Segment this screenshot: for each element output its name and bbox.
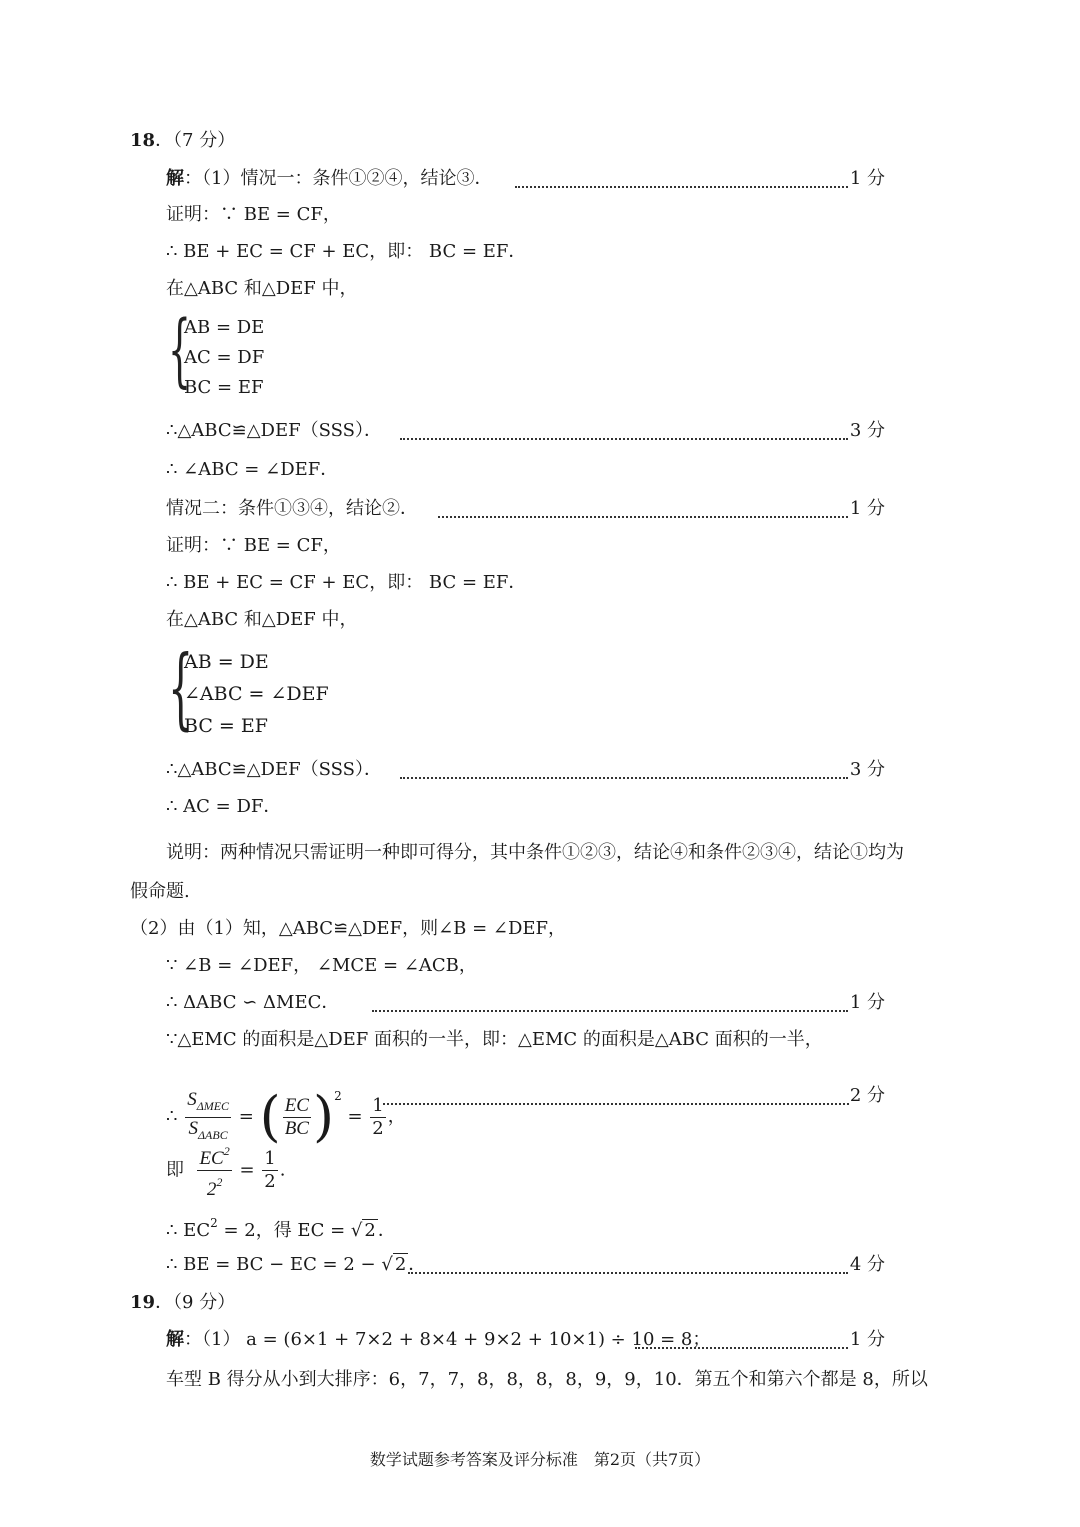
area-ratio-fraction: $\frac{S_{\Delta MEC}}{S_{\Delta ABC}}$ bbox=[187, 1088, 230, 1142]
system1-eq: AB = DE bbox=[184, 317, 265, 338]
part2-area-line: ∵△EMC 的面积是△DEF 面积的一半，即：△EMC 的面积是△ABC 面积的一半， bbox=[166, 1029, 823, 1050]
leader-dots bbox=[515, 186, 848, 188]
page-footer: 数学试题参考答案及评分标准 第2页（共7页） bbox=[369, 1450, 711, 1469]
system1-eq: BC = EF bbox=[184, 377, 264, 398]
q18-header bbox=[130, 130, 235, 152]
case2-congruence: ∴△ABC≌△DEF（SSS）． bbox=[166, 759, 382, 780]
q18-number: 18 bbox=[130, 130, 156, 151]
q18-solution-label: 解 bbox=[166, 168, 184, 189]
q18-points: ．（7 分） bbox=[155, 130, 236, 151]
score-case1: 1 分 bbox=[849, 168, 885, 189]
q19-number: 19 bbox=[130, 1292, 156, 1313]
score-be: 4 分 bbox=[849, 1254, 885, 1275]
system1-eq: AC = DF bbox=[184, 347, 265, 368]
case1-proof-line: 证明：∵ BE = CF， bbox=[166, 204, 341, 225]
note-line2: 假命题. bbox=[130, 881, 190, 902]
leader-dots bbox=[383, 1103, 849, 1105]
score-ratio: 2 分 bbox=[849, 1085, 885, 1106]
leader-dots bbox=[438, 516, 848, 518]
note-line1: 说明：两种情况只需证明一种即可得分，其中条件①②③，结论④和条件②③④，结论①均为 bbox=[166, 842, 904, 863]
system2-eq: AB = DE bbox=[184, 651, 269, 673]
part2-similar: ∴ ΔABC ∽ ΔMEC． bbox=[166, 992, 340, 1013]
q18-part1-intro: 解：（1）情况一：条件①②④，结论③． bbox=[166, 168, 493, 189]
case1-congruence: ∴△ABC≌△DEF（SSS）． bbox=[166, 420, 382, 441]
ratio-formula: ∴ $\frac{S_{\Delta MEC}}{S_{\Delta ABC}}$ = ( $\frac{EC}{BC}$ )$^2$ = $\frac{1}{2}$ ， bbox=[166, 1085, 406, 1148]
score-case2: 1 分 bbox=[849, 498, 885, 519]
leader-dots bbox=[372, 1010, 848, 1012]
half-fraction: $\frac{1}{2}$ bbox=[372, 1094, 384, 1139]
leader-dots bbox=[635, 1347, 848, 1349]
case2-triangle-line: 在△ABC 和△DEF 中， bbox=[166, 609, 358, 630]
q19-part1: 解：（1） a = (6×1 + 7×2 + 8×4 + 9×2 + 10×1) ÷ 10 = 8； bbox=[166, 1329, 711, 1350]
case2-conclusion: ∴ AC = DF． bbox=[166, 796, 282, 817]
system2-eq: ∠ABC = ∠DEF bbox=[184, 683, 329, 705]
q19-sort-line: 车型 B 得分从小到大排序：6，7，7，8，8，8，8，9，9，10．第五个和第六个都是 8，所以 bbox=[166, 1369, 928, 1390]
leader-dots bbox=[400, 777, 848, 779]
case2-intro: 情况二：条件①③④，结论②． bbox=[166, 498, 418, 519]
be-value-line: ∴ BE = BC − EC = 2 − √ 2 ． bbox=[166, 1254, 427, 1275]
brace-system1: { bbox=[168, 303, 191, 396]
part2-line1: （2）由（1）知，△ABC≌△DEF，则∠B = ∠DEF， bbox=[130, 918, 567, 939]
system2-eq: BC = EF bbox=[184, 715, 268, 737]
case2-sum-line: ∴ BE + EC = CF + EC，即： BC = EF． bbox=[166, 572, 527, 593]
leader-dots bbox=[400, 438, 848, 440]
score-similar: 1 分 bbox=[849, 992, 885, 1013]
score-q19-part1: 1 分 bbox=[849, 1329, 885, 1350]
case1-triangle-line: 在△ABC 和△DEF 中， bbox=[166, 278, 358, 299]
score-case1-cong: 3 分 bbox=[849, 420, 885, 441]
q19-header: 19．（9 分） bbox=[130, 1292, 236, 1313]
ec-square-fraction: $\frac{EC^2}{2^2}$ bbox=[197, 1140, 231, 1201]
case2-proof-line: 证明：∵ BE = CF， bbox=[166, 535, 341, 556]
case1-conclusion: ∴ ∠ABC = ∠DEF． bbox=[166, 459, 339, 480]
ec-value-line: ∴ $EC^2 = 2$，得 EC = √ 2 ． bbox=[166, 1216, 396, 1241]
leader-dots bbox=[408, 1272, 848, 1274]
part2-line2: ∵ ∠B = ∠DEF， ∠MCE = ∠ACB， bbox=[166, 955, 477, 976]
side-ratio-fraction: $\frac{EC}{BC}$ bbox=[284, 1094, 309, 1139]
ji-formula: 即 $\frac{EC^2}{2^2}$ = $\frac{1}{2}$ . bbox=[166, 1140, 285, 1201]
brace-system2: { bbox=[168, 636, 194, 739]
score-case2-cong: 3 分 bbox=[849, 759, 885, 780]
case1-sum-line: ∴ BE + EC = CF + EC，即： BC = EF． bbox=[166, 241, 527, 262]
